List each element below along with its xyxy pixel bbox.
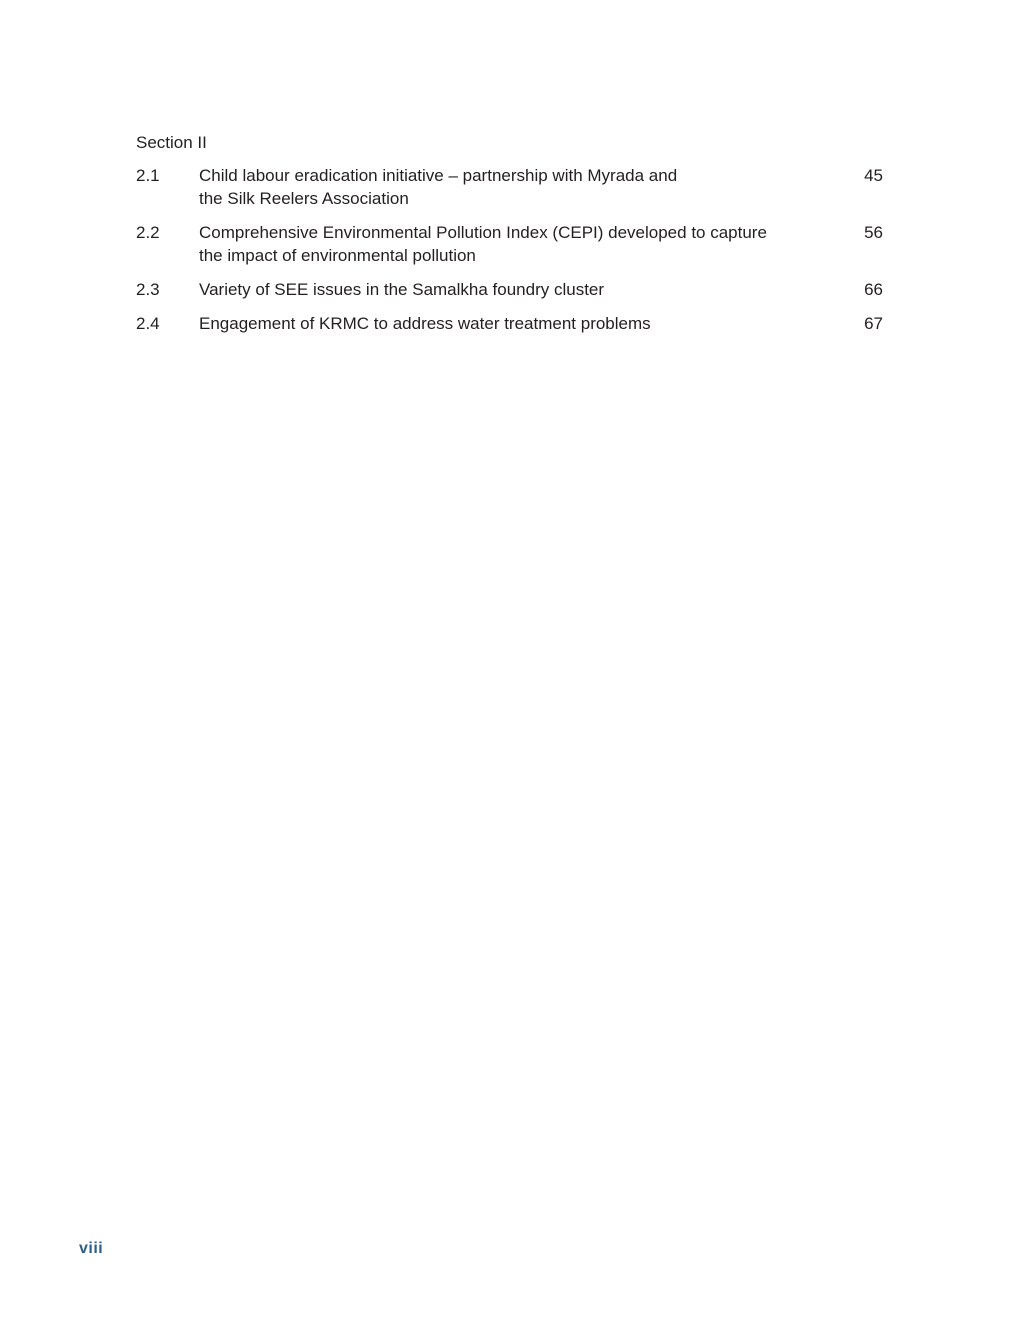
toc-entry-2-4[interactable] — [136, 312, 886, 335]
entry-page-number: 56 — [864, 223, 883, 242]
entry-title-line: Comprehensive Environmental Pollution Index (CEPI) developed to capture — [199, 223, 767, 242]
entry-number: 2.4 — [136, 314, 160, 333]
entry-title — [199, 221, 819, 267]
entry-title — [199, 312, 819, 335]
entry-title-line: the Silk Reelers Association — [199, 189, 409, 208]
entry-title — [199, 278, 819, 301]
entry-title-line: Variety of SEE issues in the Samalkha foundry cluster — [199, 280, 605, 299]
entry-page-number: 66 — [864, 280, 883, 299]
entry-number: 2.3 — [136, 280, 160, 299]
entry-page-number: 45 — [864, 166, 883, 185]
entry-title-line: the impact of environmental pollution — [199, 246, 476, 265]
entry-title — [199, 164, 819, 210]
entry-number: 2.1 — [136, 166, 160, 185]
section-heading: Section II — [136, 133, 207, 152]
toc-entry-2-3[interactable] — [136, 278, 886, 301]
entry-title-line: Child labour eradication initiative – partnership with Myrada and — [199, 166, 678, 185]
toc-entry-2-2[interactable] — [136, 221, 886, 267]
entry-page-number: 67 — [864, 314, 883, 333]
entry-title-line: Engagement of KRMC to address water treatment problems — [199, 314, 651, 333]
entry-number: 2.2 — [136, 223, 160, 242]
page-folio: viii — [79, 1240, 104, 1257]
table-of-contents — [136, 131, 886, 346]
toc-entry-2-1[interactable] — [136, 164, 886, 210]
